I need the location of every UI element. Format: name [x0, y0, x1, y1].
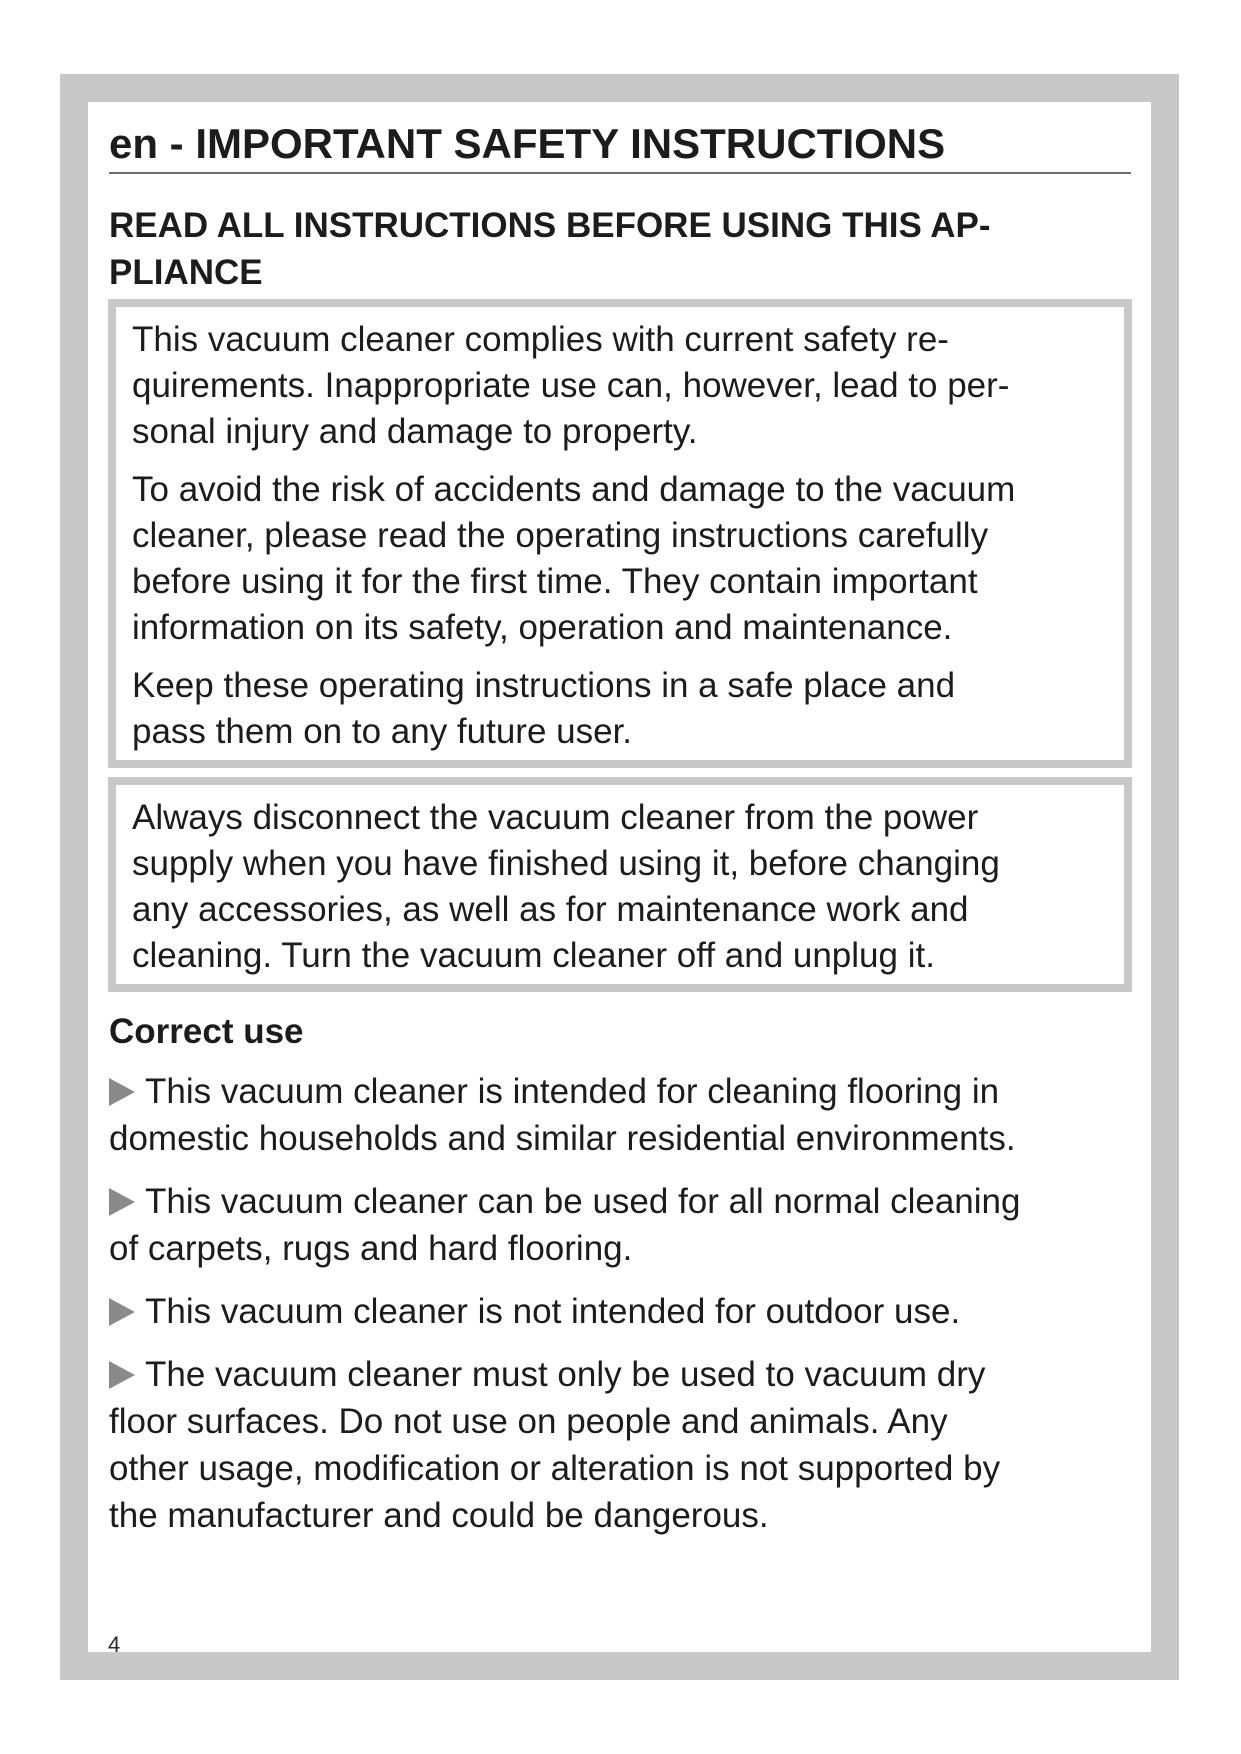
text-line: This vacuum cleaner is not intended for outdoor use.: [109, 1288, 1149, 1335]
text-line: of carpets, rugs and hard flooring.: [109, 1229, 633, 1268]
text-line: domestic households and similar residential environments.: [109, 1119, 1016, 1158]
text-line: floor surfaces. Do not use on people and animals. Any: [109, 1402, 948, 1441]
text-line: before using it for the first time. They contain important: [132, 562, 978, 601]
triangle-right-icon: [109, 1298, 135, 1326]
text-line: This vacuum cleaner can be used for all normal cleaning: [109, 1178, 1149, 1225]
text-line: information on its safety, operation and maintenance.: [132, 608, 953, 647]
read-all-instructions-heading: [109, 202, 1129, 296]
page-title: en - IMPORTANT SAFETY INSTRUCTIONS: [109, 120, 946, 167]
correct-use-heading: Correct use: [109, 1012, 304, 1051]
intro-notice-box: [108, 299, 1132, 768]
text-line: quirements. Inappropriate use can, however, lead to per-: [132, 366, 1010, 405]
triangle-right-icon: [109, 1078, 135, 1106]
text-line: supply when you have finished using it, before changing: [132, 844, 1000, 883]
text-line: sonal injury and damage to property.: [132, 412, 698, 451]
list-item: [109, 1178, 1149, 1272]
text-line: Keep these operating instructions in a safe place and: [132, 666, 956, 705]
text-line: the manufacturer and could be dangerous.: [109, 1496, 769, 1535]
text-line: cleaning. Turn the vacuum cleaner off and unplug it.: [132, 936, 935, 975]
disconnect-warning-box: [108, 777, 1132, 992]
title-divider: [109, 172, 1131, 174]
text-line: The vacuum cleaner must only be used to vacuum dry: [109, 1351, 1149, 1398]
list-item: [109, 1351, 1149, 1539]
triangle-right-icon: [109, 1188, 135, 1216]
list-item: [109, 1288, 1149, 1335]
heading-line: READ ALL INSTRUCTIONS BEFORE USING THIS AP-: [109, 206, 991, 245]
heading-line: PLIANCE: [109, 253, 263, 292]
text-line: cleaner, please read the operating instructions carefully: [132, 516, 989, 555]
text-line: Always disconnect the vacuum cleaner from the power: [132, 798, 979, 837]
correct-use-list: [109, 1068, 1149, 1555]
notice-paragraph: [132, 663, 1124, 755]
list-item: [109, 1068, 1149, 1162]
page-number: 4: [108, 1632, 121, 1657]
text-line: any accessories, as well as for maintenance work and: [132, 890, 969, 929]
text-line: This vacuum cleaner complies with current safety re-: [132, 320, 949, 359]
notice-paragraph: [132, 467, 1124, 651]
text-line: This vacuum cleaner is intended for cleaning flooring in: [109, 1068, 1149, 1115]
text-line: other usage, modification or alteration is not supported by: [109, 1449, 1001, 1488]
triangle-right-icon: [109, 1361, 135, 1389]
text-line: pass them on to any future user.: [132, 712, 633, 751]
warning-paragraph: [132, 795, 1124, 979]
text-line: To avoid the risk of accidents and damage to the vacuum: [132, 470, 1016, 509]
notice-paragraph: [132, 317, 1124, 455]
